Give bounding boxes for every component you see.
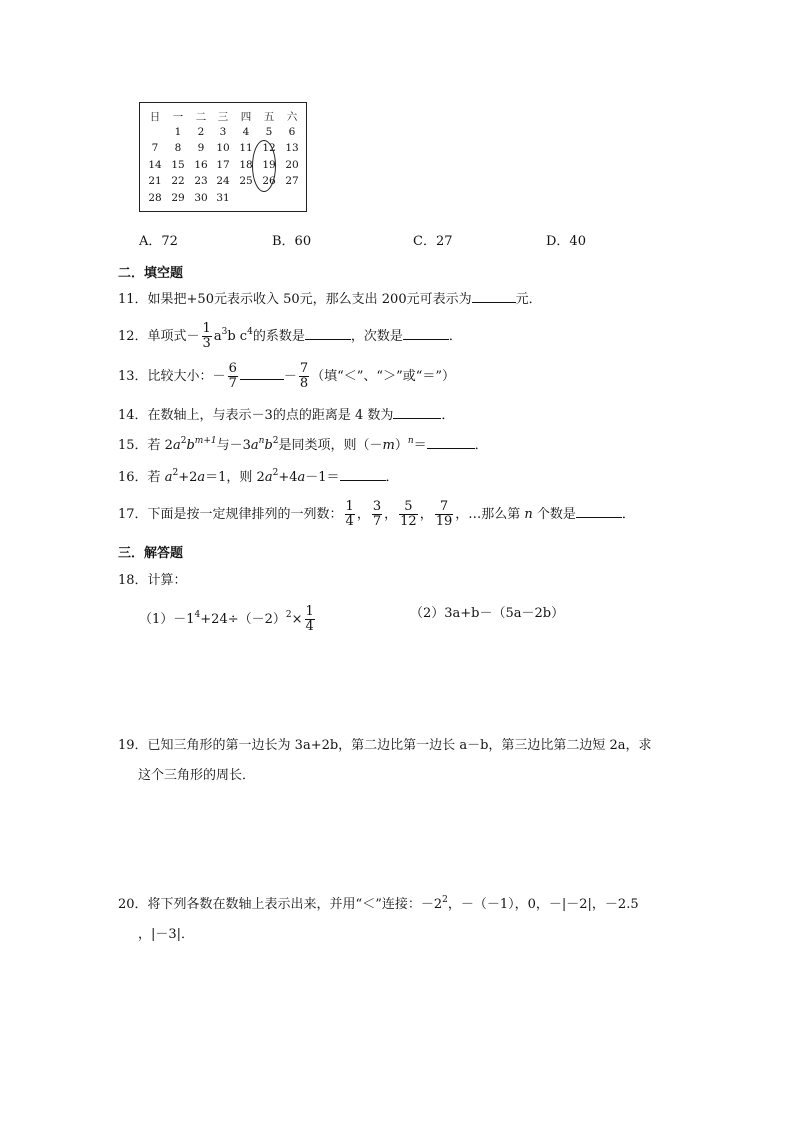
calendar-table — [139, 102, 307, 212]
calendar-day-cell: 19 — [262, 159, 276, 171]
calendar-day-cell: 4 — [242, 126, 250, 138]
calendar-header-cell: 一 — [172, 111, 184, 123]
section-solve-title: 三．解答题 — [118, 546, 184, 561]
fraction: $\frac{6}{7}$ — [228, 361, 237, 391]
calendar-day-cell: 10 — [216, 142, 230, 154]
calendar-day-cell: 28 — [148, 192, 162, 204]
calendar-header-cell: 三 — [217, 111, 229, 123]
calendar-day-cell: 6 — [288, 126, 296, 138]
question-19-line-1: 19．已知三角形的第一边长为 3a+2b，第二边比第一边长 a－b，第三边比第二边短 2a，求 — [118, 738, 652, 753]
calendar-day-cell: 16 — [194, 159, 208, 171]
option-c: C．27 — [413, 234, 453, 249]
calendar-highlight-oval — [252, 140, 276, 192]
calendar-day-cell: 27 — [285, 175, 299, 187]
answer-blank[interactable] — [240, 367, 284, 380]
fraction: $\frac{7}{8}$ — [299, 361, 309, 391]
calendar-day-cell: 15 — [171, 159, 185, 171]
calendar-day-cell: 13 — [285, 142, 299, 154]
calendar-day-cell: 21 — [148, 175, 162, 187]
answer-blank[interactable] — [427, 436, 475, 449]
calendar-day-cell: 24 — [216, 175, 230, 187]
fraction: $\frac{5}{12}$ — [400, 499, 417, 529]
calendar-header-cell: 四 — [240, 111, 252, 123]
calendar-day-cell: 14 — [148, 159, 162, 171]
calendar-day-cell: 29 — [171, 192, 185, 204]
calendar-header-cell: 五 — [263, 111, 275, 123]
fraction: $\frac{3}{7}$ — [372, 499, 382, 529]
calendar-day-cell: 22 — [171, 175, 185, 187]
question-16: 16．若 $a^2+2a=1$，则 $2a^2+4a-1=$ ． — [118, 468, 399, 485]
calendar-day-cell: 3 — [219, 126, 227, 138]
calendar-header-cell: 二 — [195, 111, 207, 123]
question-20-line-2: ，|－3|． — [138, 927, 195, 942]
section-fill-blank-title: 二．填空题 — [118, 266, 184, 281]
calendar-day-cell: 7 — [151, 142, 159, 154]
calendar-day-cell: 25 — [239, 175, 253, 187]
answer-blank[interactable] — [576, 505, 622, 518]
calendar-day-cell: 1 — [174, 126, 182, 138]
question-14: 14．在数轴上，与表示－3的点的距离是 4 数为 ． — [118, 408, 455, 423]
question-12: 12．单项式－ $\frac{1}{3}$ $a^3b$ $c^4$的系数是 ，次数是 ． — [118, 321, 462, 351]
question-18-part-2: （2）3a+b－（5a－2b） — [410, 606, 565, 621]
option-a: A．72 — [139, 234, 178, 249]
calendar-day-cell: 2 — [197, 126, 205, 138]
question-20-line-1: 20．将下列各数在数轴上表示出来，并用“＜”连接：$-2^2$，－（－1），0，－|－2|，－2.5 — [118, 895, 639, 912]
calendar-day-cell: 17 — [216, 159, 230, 171]
calendar-day-cell: 12 — [262, 142, 276, 154]
calendar-header-cell: 日 — [149, 111, 161, 123]
question-11: 11．如果把+50元表示收入 50元，那么支出 200元可表示为 元． — [118, 292, 542, 307]
option-b: B．60 — [272, 234, 312, 249]
calendar-day-cell: 20 — [285, 159, 299, 171]
calendar-day-cell: 18 — [239, 159, 253, 171]
answer-blank[interactable] — [393, 406, 441, 419]
question-18-title: 18．计算： — [118, 573, 187, 588]
calendar-day-cell: 11 — [239, 142, 253, 154]
calendar-day-cell: 30 — [194, 192, 208, 204]
calendar-day-cell: 9 — [197, 142, 205, 154]
answer-blank[interactable] — [472, 290, 516, 303]
calendar-day-cell: 23 — [194, 175, 208, 187]
question-15: 15．若 $2a^2b^{m+1}$与$-3a^nb^2$是同类项，则$(-m)^n=$ ． — [118, 436, 488, 453]
calendar-header-cell: 六 — [286, 111, 298, 123]
fraction: $\frac{7}{19}$ — [435, 499, 453, 529]
option-d: D．40 — [546, 234, 586, 249]
calendar-day-cell: 26 — [262, 175, 276, 187]
question-17: 17．下面是按一定规律排列的一列数： $\frac{1}{4}$ ， $\frac{3}{7}$ ， $\frac{5}{12}$ ， $\frac{7}{19}$ ，…那么第 n 个数是 ． — [118, 499, 635, 529]
answer-blank[interactable] — [305, 327, 351, 340]
question-13: 13．比较大小：－ $\frac{6}{7}$ － $\frac{7}{8}$ （填“＜”、“＞”或“＝”） — [118, 361, 456, 391]
calendar-day-cell: 8 — [174, 142, 182, 154]
fraction: $\frac{1}{4}$ — [305, 604, 314, 634]
answer-blank[interactable] — [403, 327, 449, 340]
question-19-line-2: 这个三角形的周长． — [138, 768, 256, 783]
question-18-part-1: $(1)-1^4+24\div(-2)^2\times$ $\frac{1}{4}$ — [139, 604, 314, 634]
fraction: $\frac{1}{3}$ — [202, 321, 211, 351]
answer-blank[interactable] — [340, 468, 386, 481]
calendar-day-cell: 31 — [216, 192, 230, 204]
fraction: $\frac{1}{4}$ — [345, 499, 354, 529]
calendar-day-cell: 5 — [265, 126, 273, 138]
